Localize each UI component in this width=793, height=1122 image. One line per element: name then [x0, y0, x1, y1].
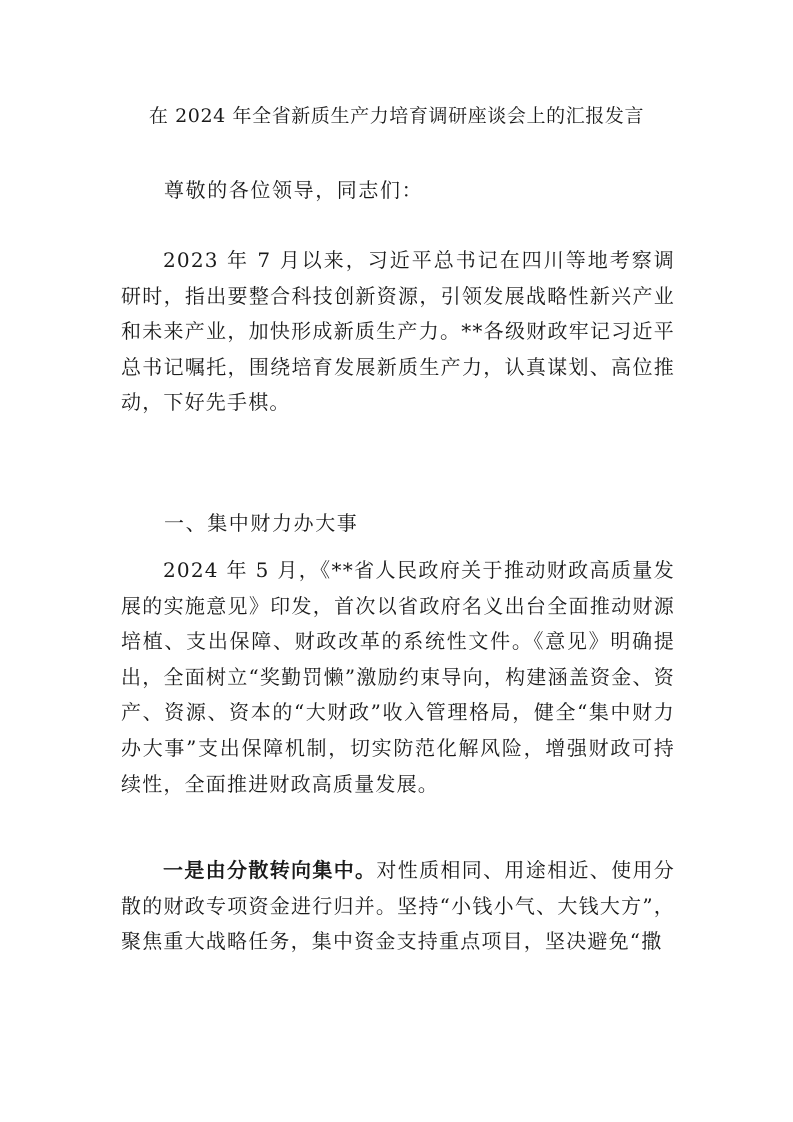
paragraph-intro: 2023 年 7 月以来，习近平总书记在四川等地考察调研时，指出要整合科技创新资源，引领发展战略性新兴产业和未来产业，加快形成新质生产力。**各级财政牢记习近平总书记嘱托，围绕培育发展新质生产力，认真谋划、高位推动，下好先手棋。 — [121, 248, 675, 415]
paragraph-body: 对性质相同、用途相近、使用分散的财政专项资金进行归并。坚持“小钱小气、大钱大方”，聚焦重大战略任务，集中资金支持重点项目，坚决避免“撒 — [121, 858, 675, 954]
paragraph-policy: 2024 年 5 月，《**省人民政府关于推动财政高质量发展的实施意见》印发，首次以省政府名义出台全面推动财源培植、支出保障、财政改革的系统性文件。《意见》明确提出，全面树立“奖勤罚懒”激励约束导向，构建涵盖资金、资产、资源、资本的“大财政”收入管理格局，健全“集中财力办大事”支出保障机制，切实防范化解风险，增强财政可持续性，全面推进财政高质量发展。 — [121, 558, 675, 796]
section-heading-1: 一、集中财力办大事 — [164, 511, 359, 535]
document-title: 在 2024 年全省新质生产力培育调研座谈会上的汇报发言 — [148, 105, 645, 127]
paragraph-lead: 一是由分散转向集中。 — [163, 858, 377, 882]
paragraph-point-1 — [121, 853, 675, 960]
greeting: 尊敬的各位领导，同志们： — [164, 178, 424, 202]
